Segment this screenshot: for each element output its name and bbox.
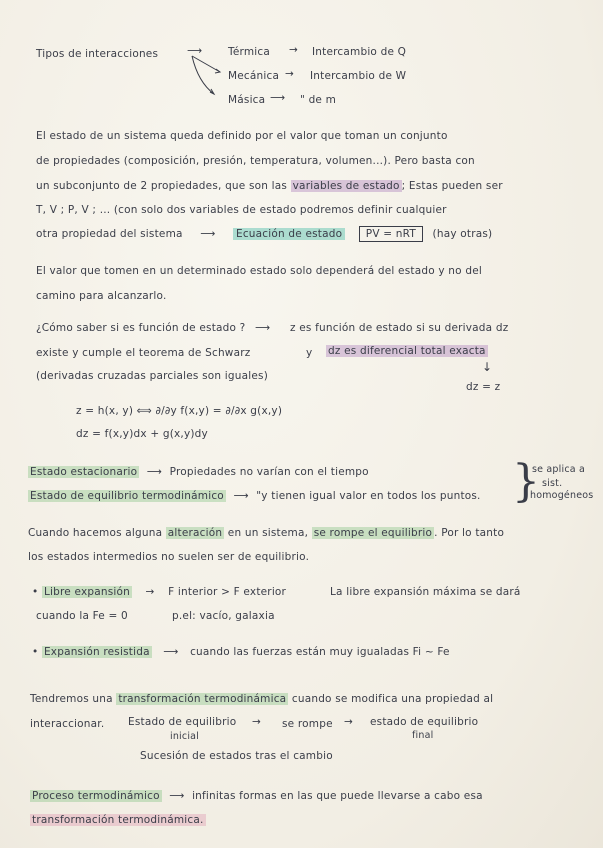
- side3: homogéneos: [530, 490, 594, 501]
- arrow: →: [252, 716, 261, 728]
- intercambio-q: Intercambio de Q: [312, 46, 407, 58]
- diferencial-exacta: [326, 345, 488, 357]
- transformacion-line3b: final: [412, 730, 434, 741]
- arrow: →: [285, 68, 294, 80]
- alteracion-line2: los estados intermedios no suelen ser de equilibrio.: [28, 551, 310, 563]
- valor-line2: camino para alcanzarlo.: [36, 290, 167, 302]
- eq1: z = h(x, y) ⟺ ∂/∂y f(x,y) = ∂/∂x g(x,y): [76, 405, 283, 417]
- arrow-down: ↓: [482, 360, 493, 374]
- proceso-line1: Proceso termodinámico ⟶ infinitas formas en las que puede llevarse a cabo esa: [32, 790, 483, 802]
- arrow: ⟶: [187, 45, 203, 57]
- side1: se aplica a: [532, 464, 586, 475]
- funcion-q2: z es función de estado si su derivada dz: [290, 322, 509, 334]
- libre-e: p.el: vacío, galaxia: [172, 610, 275, 622]
- estado-line2: de propiedades (composición, presión, temperatura, volumen...). Pero basta con: [36, 155, 475, 167]
- estado-line4: T, V ; P, V ; ... (con solo dos variables de estado podremos definir cualquier: [36, 204, 447, 216]
- estado-line5: otra propiedad del sistema ⟶ Ecuación de estado PV = nRT (hay otras): [36, 228, 493, 240]
- eq2: dz = f(x,y)dx + g(x,y)dy: [76, 428, 208, 440]
- arrow: ⟶: [270, 92, 286, 104]
- estacionario-line1: Estado estacionario ⟶ Propiedades no varían con el tiempo: [30, 466, 369, 478]
- transformacion-line2a: interaccionar.: [30, 718, 105, 730]
- mecanica: Mecánica: [228, 70, 280, 82]
- funcion-line2a: existe y cumple el teorema de Schwarz: [36, 347, 251, 359]
- arrow: →: [289, 44, 298, 56]
- transformacion-line2d: estado de equilibrio: [370, 716, 479, 728]
- transformacion-line3a: inicial: [170, 731, 200, 742]
- diferencial-highlight: dz es diferencial total exacta: [328, 345, 486, 357]
- transformacion-line4: Sucesión de estados tras el cambio: [140, 750, 333, 762]
- ecuacion-estado-highlight: Ecuación de estado: [233, 228, 345, 240]
- arrow: →: [344, 716, 353, 728]
- intercambio-w: Intercambio de W: [310, 70, 407, 82]
- masica: Másica: [228, 94, 266, 106]
- expansion-resistida: • Expansión resistida ⟶ cuando las fuerzas están muy igualadas Fi ~ Fe: [32, 646, 450, 658]
- estacionario-line2: Estado de equilibrio termodinámico ⟶ "y tienen igual valor en todos los puntos.: [30, 490, 481, 502]
- libre-c: La libre expansión máxima se dará: [330, 586, 521, 598]
- transformacion-line2b: Estado de equilibrio: [128, 716, 237, 728]
- valor-line1: El valor que tomen en un determinado estado solo dependerá del estado y no del: [36, 265, 482, 277]
- side2: sist.: [542, 478, 563, 489]
- funcion-q1: ¿Cómo saber si es función de estado ? ⟶: [36, 322, 271, 334]
- estado-line1: El estado de un sistema queda definido por el valor que toman un conjunto: [36, 130, 448, 142]
- brace: }: [512, 456, 540, 507]
- transformacion-line1: Tendremos una transformación termodinámica cuando se modifica una propiedad al: [30, 693, 494, 705]
- ideal-gas-box: PV = nRT: [359, 226, 423, 242]
- branch-arrows: [190, 52, 230, 102]
- variables-estado-highlight: variables de estado: [292, 180, 400, 192]
- termica: Térmica: [228, 46, 270, 58]
- dz-label: dz = z: [466, 381, 501, 393]
- alteracion-line1: Cuando hacemos alguna alteración en un sistema, se rompe el equilibrio . Por lo tanto: [28, 527, 505, 539]
- proceso-line2: transformación termodinámica.: [32, 814, 204, 826]
- transformacion-line2c: se rompe: [282, 718, 333, 730]
- libre-d: cuando la Fe = 0: [36, 610, 128, 622]
- intercambio-m: " de m: [300, 94, 337, 106]
- funcion-line2b: y: [306, 347, 313, 359]
- tipos-label: Tipos de interacciones: [36, 48, 159, 60]
- libre-expansion: • Libre expansión → F interior > F exterior: [32, 586, 287, 598]
- estado-line3: un subconjunto de 2 propiedades, que son las variables de estado ; Estas pueden ser: [36, 180, 503, 192]
- funcion-line3: (derivadas cruzadas parciales son iguales): [36, 370, 269, 382]
